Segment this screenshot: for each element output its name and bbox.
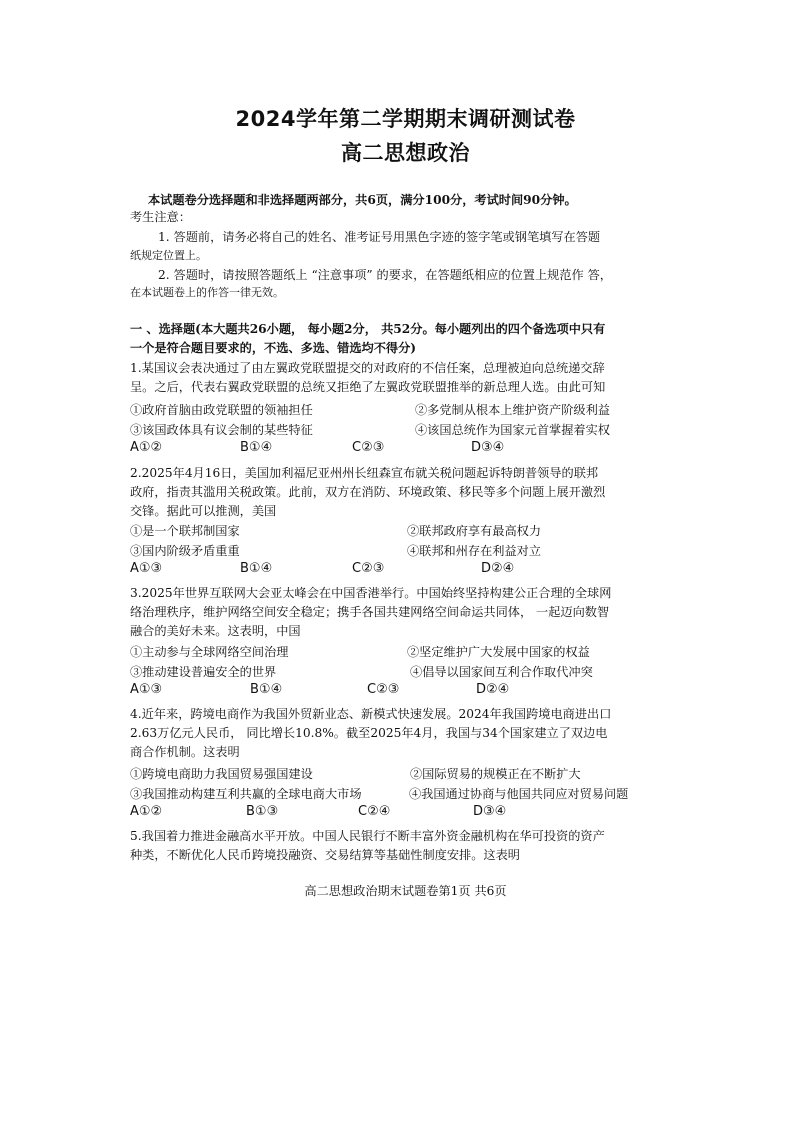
option-1: ①是一个联邦制国家 — [130, 524, 240, 538]
answer-choice-a: A①② — [130, 440, 163, 455]
instructions-label: 考生注意： — [130, 210, 191, 224]
option-3: ③该国政体具有议会制的某些特征 — [130, 423, 313, 437]
exam-subject: 高二思想政治 — [341, 141, 470, 165]
answer-choice-c: C②④ — [358, 804, 391, 819]
question-stem-line: 呈。之后，代表右翼政党联盟的总统又拒绝了左翼政党联盟推举的新总理人选。由此可知 — [130, 380, 606, 394]
option-1: ①主动参与全球网络空间治理 — [130, 645, 289, 659]
section-heading-line-1: 一 、选择题(本大题共26小题， 每小题2分， 共52分。每小题列出的四个备选项中只有 — [130, 322, 606, 336]
question-stem-line: 融合的美好未来。这表明，中国 — [130, 624, 301, 638]
option-4: ④倡导以国家间互利合作取代冲突 — [410, 665, 593, 679]
answer-choice-c: C②③ — [352, 561, 385, 576]
instruction-note-1-line-1: 1. 答题前，请务必将自己的姓名、准考证号用黑色字迹的签字笔或钢笔填写在答题 — [158, 230, 601, 244]
question-stem-line: 5.我国着力推进金融高水平开放。中国人民银行不断丰富外资金融机构在华可投资的资产 — [130, 829, 605, 843]
answer-choice-d: D②④ — [476, 682, 510, 697]
answer-choice-d: D③④ — [471, 440, 505, 455]
answer-choice-c: C②③ — [352, 440, 385, 455]
question-stem-line: 种类，不断优化人民币跨境投融资、交易结算等基础性制度安排。这表明 — [130, 848, 520, 862]
answer-choice-a: A①③ — [130, 682, 163, 697]
question-stem-line: 政府，指责其滥用关税政策。此前，双方在消防、环境政策、移民等多个问题上展开激烈 — [130, 485, 606, 499]
exam-title: 2024学年第二学期期末调研测试卷 — [235, 107, 576, 131]
instruction-note-2-line-2: 在本试题卷上的作答一律无效。 — [130, 286, 284, 299]
option-2: ②国际贸易的规模正在不断扩大 — [410, 767, 581, 781]
question-stem-line: 络治理秩序，维护网络空间安全稳定；携手各国共建网络空间命运共同体， 一起迈向数智 — [130, 605, 610, 619]
option-4: ④该国总统作为国家元首掌握着实权 — [415, 423, 610, 437]
option-2: ②联邦政府享有最高权力 — [407, 524, 542, 538]
option-3: ③我国推动构建互利共赢的全球电商大市场 — [130, 787, 362, 801]
option-3: ③国内阶级矛盾重重 — [130, 544, 240, 558]
instruction-note-1-line-2: 纸规定位置上。 — [130, 249, 207, 262]
answer-choice-b: B①④ — [240, 440, 273, 455]
answer-choice-d: D③④ — [473, 804, 507, 819]
answer-choice-a: A①② — [130, 804, 163, 819]
answer-choice-a: A①③ — [130, 561, 163, 576]
page-footer: 高二思想政治期末试题卷第1页 共6页 — [304, 884, 507, 898]
option-1: ①政府首脑由政党联盟的领袖担任 — [130, 403, 313, 417]
instructions-intro: 本试题卷分选择题和非选择题两部分，共6页，满分100分，考试时间90分钟。 — [148, 193, 577, 207]
instruction-note-2-line-1: 2. 答题时，请按照答题纸上 “注意事项” 的要求，在答题纸相应的位置上规范作 答， — [158, 268, 612, 282]
answer-choice-b: B①④ — [240, 561, 273, 576]
option-4: ④联邦和州存在利益对立 — [407, 544, 542, 558]
question-stem-line: 3.2025年世界互联网大会亚太峰会在中国香港举行。中国始终坚持构建公正合理的全球网 — [130, 586, 612, 600]
question-stem-line: 4.近年来，跨境电商作为我国外贸新业态、新模式快速发展。2024年我国跨境电商进出口 — [130, 707, 612, 721]
option-1: ①跨境电商助力我国贸易强国建设 — [130, 767, 313, 781]
section-heading-line-2: 一个是符合题目要求的，不选、多选、错选均不得分) — [130, 341, 417, 355]
question-stem-line: 2.63万亿元人民币， 同比增长10.8%。截至2025年4月，我国与34个国家建立了双边电 — [130, 726, 608, 740]
option-2: ②坚定维护广大发展中国家的权益 — [407, 645, 590, 659]
answer-choice-d: D②④ — [481, 561, 515, 576]
answer-choice-b: B①④ — [250, 682, 283, 697]
question-stem-line: 商合作机制。这表明 — [130, 745, 240, 759]
answer-choice-b: B①③ — [246, 804, 279, 819]
option-4: ④我国通过协商与他国共同应对贸易问题 — [409, 787, 629, 801]
question-stem-line: 2.2025年4月16日，美国加利福尼亚州州长纽森宣布就关税问题起诉特朗普领导的联邦 — [130, 466, 599, 480]
question-stem-line: 1.某国议会表决通过了由左翼政党联盟提交的对政府的不信任案，总理被迫向总统递交辞 — [130, 361, 605, 375]
question-stem-line: 交锋。据此可以推测，美国 — [130, 504, 277, 518]
answer-choice-c: C②③ — [367, 682, 400, 697]
option-3: ③推动建设普遍安全的世界 — [130, 665, 277, 679]
option-2: ②多党制从根本上维护资产阶级利益 — [415, 403, 610, 417]
